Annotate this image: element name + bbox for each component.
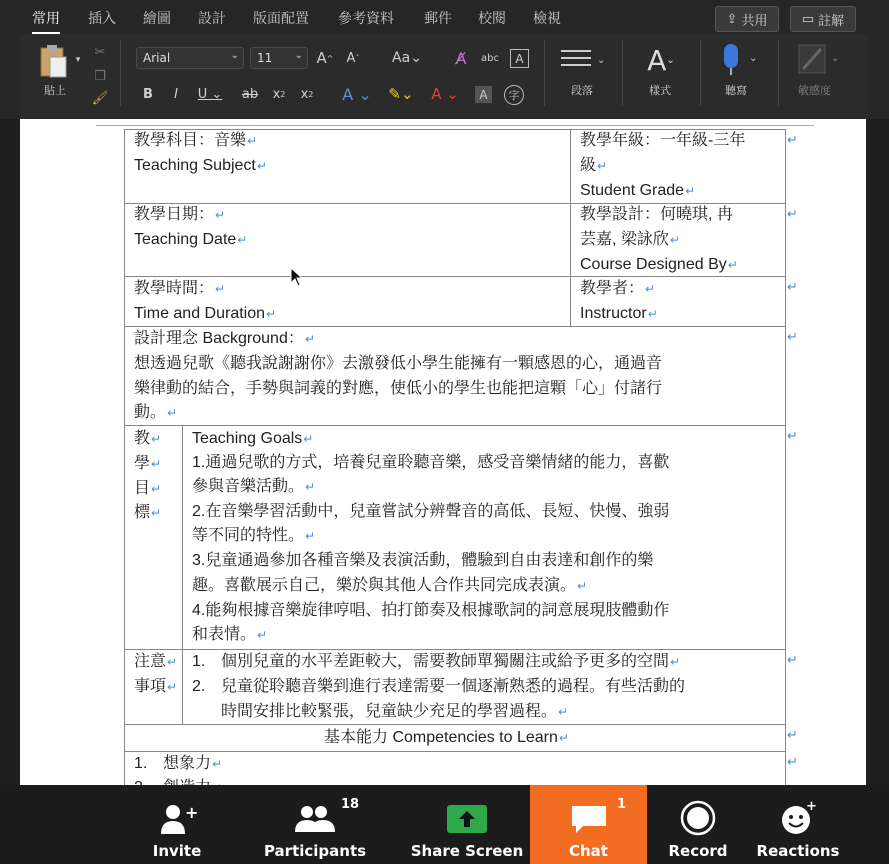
tab-view[interactable]: 檢視 [533,11,561,27]
goal-line: 趣。喜歡展示自己，樂於與其他人合作共同完成表演。↵ [192,577,588,594]
phonetic-guide-icon[interactable]: abc [481,52,499,64]
sensitivity-button[interactable] [792,40,842,78]
instructor-en: Instructor↵ [580,305,658,322]
dictate-label: 聽寫 [725,84,747,97]
grade-en: Student Grade↵ [580,182,696,199]
goal-line: 參與音樂活動。↵ [192,478,316,495]
end-of-row-mark: ↵ [787,133,798,148]
goal-line: 1.通過兒歌的方式，培養兒童聆聽音樂，感受音樂情緒的能力，喜歡 [192,454,670,471]
designer-en: Course Designed By↵ [580,256,738,273]
chat-count-badge: 1 [617,797,627,812]
note-line: 兒童從聆聽音樂到進行表達需要一個逐漸熟悉的過程。有些活動的 [221,678,686,695]
svg-text:+: + [806,799,817,814]
svg-text:⌄: ⌄ [597,55,606,66]
subject-zh: 教學科目：音樂↵ [134,132,258,149]
character-border-icon[interactable]: A [510,49,529,68]
svg-text:⌄: ⌄ [749,53,758,64]
share-screen-button[interactable] [407,785,527,864]
grow-font-icon[interactable]: A ^ [316,49,334,67]
svg-text:+: + [185,803,199,822]
record-icon [679,800,717,836]
notes-side-label: 事項↵ [134,678,178,695]
paste-button[interactable] [36,42,70,80]
tab-draw[interactable]: 繪圖 [143,11,171,27]
end-of-row-mark: ↵ [787,429,798,444]
tab-home[interactable]: 常用 [32,8,60,28]
share-icon: ⇪ [726,11,738,27]
end-of-row-mark: ↵ [787,330,798,345]
underline-icon[interactable]: U ⌄ [197,86,223,102]
word-ribbon-area [0,0,889,119]
time-zh: 教學時間：↵ [134,280,226,297]
table-border [124,129,125,785]
strikethrough-icon[interactable]: ab [241,86,259,102]
styles-icon: A [647,43,667,77]
format-painter-icon[interactable]: 🖌 [91,90,109,106]
tab-mailings[interactable]: 郵件 [424,11,452,27]
clear-formatting-icon[interactable]: A̸ [455,48,467,68]
goals-side-char: 標↵ [134,504,162,521]
ruler-line [96,125,814,126]
document-page[interactable] [20,119,866,785]
designer-zh-line2: 芸嘉, 梁詠欣↵ [580,231,680,248]
goals-side-char: 教↵ [134,430,162,447]
meeting-toolbar [0,785,889,864]
font-name-select[interactable] [136,47,244,69]
background-line: 樂律動的結合，手勢與詞義的對應，使低小的學生也能把這顆「心」付諸行 [134,380,663,397]
tab-layout[interactable]: 版面配置 [253,11,309,27]
goals-title: Teaching Goals↵ [192,430,314,447]
subject-en: Teaching Subject↵ [134,157,267,174]
goal-line: 2.在音樂學習活動中，兒童嘗試分辨聲音的高低、長短、快慢、強弱 [192,503,670,520]
goal-line: 4.能夠根據音樂旋律哼唱、拍打節奏及根據歌詞的詞意展現肢體動作 [192,602,670,619]
designer-zh-line1: 教學設計：何曉琪, 冉 [580,206,733,223]
tab-insert[interactable]: 插入 [88,11,116,27]
goal-line: 和表情。↵ [192,626,268,643]
table-border [124,751,785,752]
comment-icon: ▭ [801,11,815,27]
styles-label: 樣式 [649,84,671,97]
share-screen-label: Share Screen [410,842,524,860]
emoji-add-icon [778,800,818,836]
sensitivity-label: 敏感度 [798,84,831,97]
note-number: 1. [192,653,206,670]
end-of-row-mark: ↵ [787,728,798,743]
time-en: Time and Duration↵ [134,305,277,322]
end-of-row-mark: ↵ [787,755,798,770]
font-size-select[interactable] [250,47,308,69]
participants-label: Participants [263,842,367,860]
note-line: 時間安排比較緊張，兒童缺少充足的學習過程。↵ [221,703,569,720]
background-line: 想透過兒歌《聽我說謝謝你》去激發低小學生能擁有一顆感恩的心，通過音 [134,355,663,372]
date-en: Teaching Date↵ [134,231,248,248]
font-size-value: 11 [257,51,273,65]
add-user-icon [157,802,197,836]
home-ribbon [20,34,868,119]
superscript-icon[interactable]: x 2 [300,86,314,102]
date-zh: 教學日期：↵ [134,206,226,223]
chat-icon [569,802,609,836]
comments-label: 註解 [818,13,845,29]
bold-icon[interactable]: B [143,86,153,102]
mouse-cursor-icon [290,267,304,287]
clipboard-icon [38,43,68,79]
microphone-icon [717,41,761,77]
cut-icon[interactable]: ✂ [94,44,106,60]
ribbon-divider [622,40,623,106]
share-button[interactable] [715,6,779,32]
align-lines-icon [559,45,607,73]
note-line: 個別兒童的水平差距較大，需要教師單獨關注或給予更多的空間↵ [221,653,681,670]
tab-references[interactable]: 參考資料 [338,11,394,27]
record-button[interactable] [658,785,738,864]
invite-label: Invite [152,842,202,860]
reactions-label: Reactions [756,842,840,860]
ribbon-divider [778,40,779,106]
paste-label: 貼上 [44,84,66,97]
shrink-font-icon[interactable]: A ˇ [346,50,360,66]
font-color-icon[interactable]: A ⌄ [431,85,459,103]
table-border [124,724,785,725]
italic-icon[interactable]: I [174,86,178,102]
tab-design[interactable]: 設計 [198,11,226,27]
record-label: Record [668,842,728,860]
reactions-button[interactable] [752,785,844,864]
character-shading-icon[interactable]: A [475,86,492,103]
copy-icon[interactable]: ❐ [94,68,106,84]
end-of-row-mark: ↵ [787,653,798,668]
invite-button[interactable] [132,785,222,864]
sensitivity-icon [793,41,841,77]
share-label: 共用 [741,13,768,29]
highlight-icon[interactable]: ✎⌄ [388,85,414,103]
tab-review[interactable]: 校閱 [478,11,506,27]
competency-item-number: 1. [134,755,148,772]
notes-side-label: 注意↵ [134,653,178,670]
comments-button[interactable] [790,6,856,32]
goal-line: 等不同的特性。↵ [192,527,316,544]
table-border [570,129,571,326]
ribbon-divider [120,40,121,106]
goal-line: 3.兒童通過參加各種音樂及表演活動，體驗到自由表達和創作的樂 [192,552,654,569]
participants-icon [293,802,337,836]
note-number: 2. [192,678,206,695]
participants-count-badge: 18 [341,797,360,812]
paste-options-chevron-icon[interactable]: ▾ [75,55,81,65]
end-of-row-mark: ↵ [787,207,798,222]
svg-text:⌄: ⌄ [831,53,840,64]
background-line: 動。↵ [134,404,178,421]
chevron-down-icon: ⌄ [230,50,239,61]
table-border [124,425,785,426]
change-case-icon[interactable]: Aa⌄ [392,50,422,66]
background-title: 設計理念 Background：↵ [134,330,315,347]
text-effects-icon[interactable]: A ⌄ [342,84,372,104]
grade-zh-line2: 級↵ [580,157,608,174]
competency-item: 想象力↵ [163,755,223,772]
chevron-down-icon: ⌄ [666,54,675,66]
enclose-characters-icon[interactable]: 字 [504,85,524,105]
subscript-icon[interactable]: x 2 [272,86,286,102]
table-border [182,425,183,724]
table-border [785,129,786,785]
paragraph-label: 段落 [571,84,593,97]
chat-button[interactable] [530,785,647,864]
paragraph-button[interactable] [558,44,608,74]
instructor-zh: 教學者：↵ [580,280,656,297]
grade-zh-line1: 教學年級：一年級-三年 [580,132,746,149]
chat-label: Chat [569,842,608,860]
dictate-button[interactable] [716,40,762,78]
ribbon-divider [700,40,701,106]
competencies-title: 基本能力 Competencies to Learn↵ [324,729,569,746]
font-name-value: Arial [143,51,171,65]
share-screen-icon [446,802,488,836]
chevron-down-icon: ⌄ [294,50,303,61]
ribbon-divider [544,40,545,106]
styles-button[interactable] [636,42,686,78]
goals-side-char: 學↵ [134,455,162,472]
end-of-row-mark: ↵ [787,280,798,295]
goals-side-char: 目↵ [134,480,162,497]
